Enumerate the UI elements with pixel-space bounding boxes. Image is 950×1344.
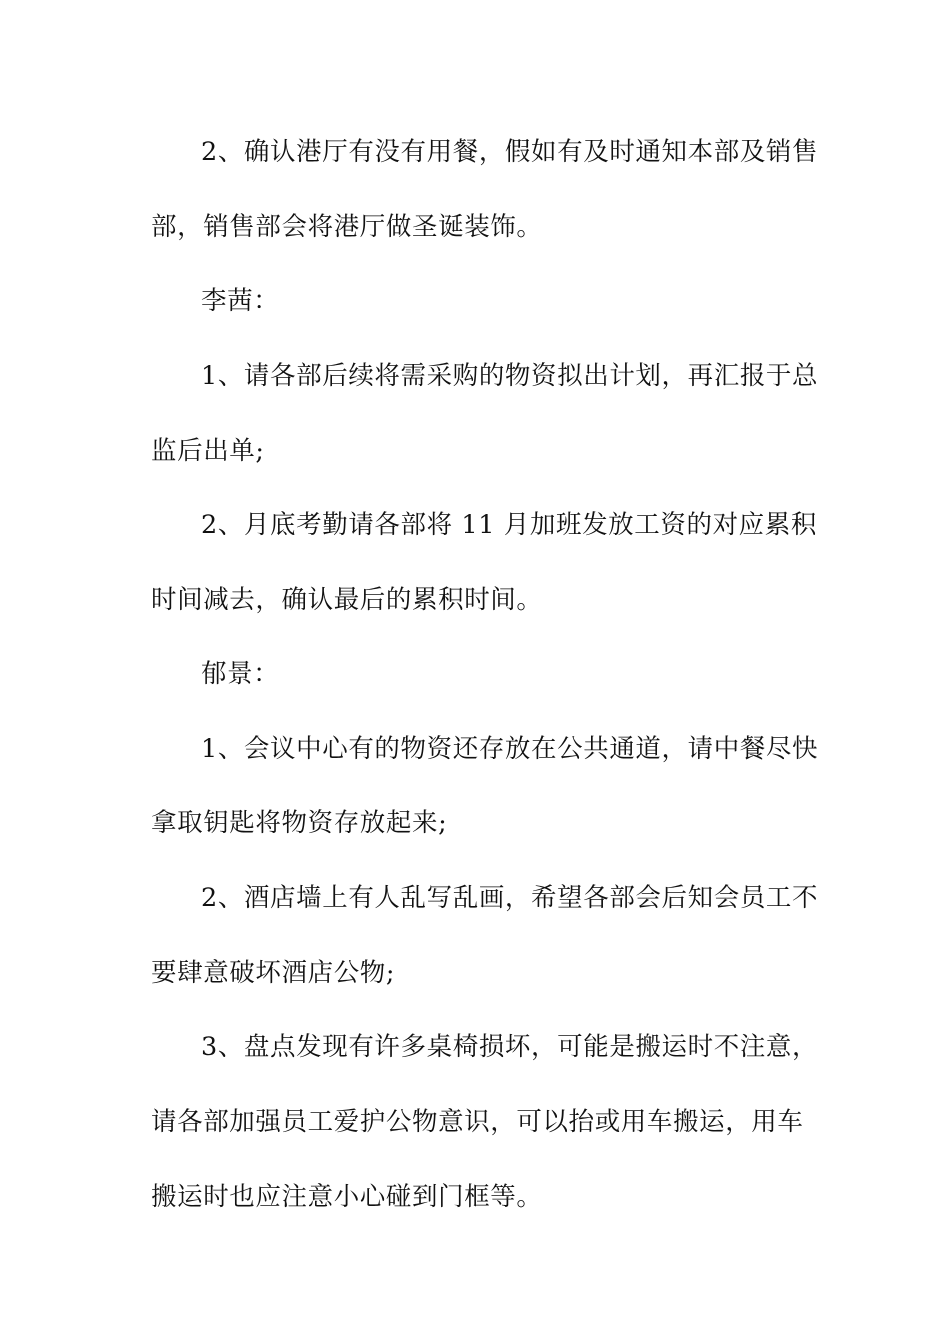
paragraph-line: 3、盘点发现有许多桌椅损坏，可能是搬运时不注意， [201,1032,819,1062]
paragraph-line: 2、月底考勤请各部将 11 月加班发放工资的对应累积 [201,510,817,540]
paragraph-line: 搬运时也应注意小心碰到门框等。 [151,1182,543,1212]
paragraph-line: 2、确认港厅有没有用餐，假如有及时通知本部及销售 [201,137,819,167]
paragraph-line: 监后出单; [151,436,265,466]
paragraph-line: 部，销售部会将港厅做圣诞装饰。 [151,212,543,242]
paragraph-line: 1、请各部后续将需采购的物资拟出计划，再汇报于总 [201,361,819,391]
paragraph-line: 时间减去，确认最后的累积时间。 [151,585,543,615]
paragraph-line: 2、酒店墙上有人乱写乱画，希望各部会后知会员工不 [201,883,819,913]
paragraph-line: 1、会议中心有的物资还存放在公共通道，请中餐尽快 [201,734,819,764]
paragraph-line: 拿取钥匙将物资存放起来; [151,808,448,838]
paragraph-line: 要肆意破坏酒店公物; [151,958,396,988]
speaker-name: 李茜： [201,286,280,316]
speaker-name: 郁景： [201,659,280,689]
paragraph-line: 请各部加强员工爱护公物意识，可以抬或用车搬运，用车 [151,1107,804,1137]
